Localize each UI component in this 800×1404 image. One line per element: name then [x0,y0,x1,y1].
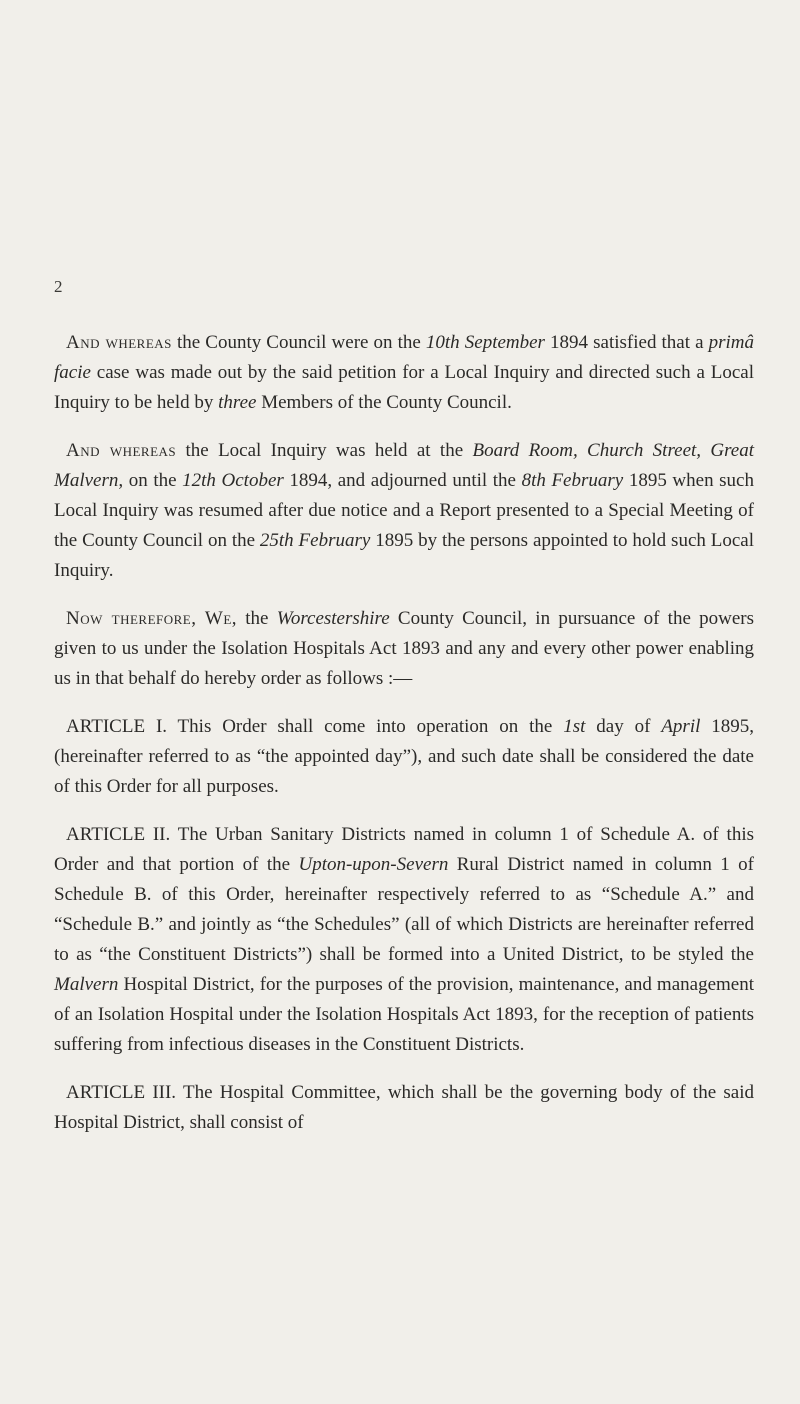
text-run: Members of the County Council. [256,392,512,413]
text-run: 1894, and adjourned until the [283,470,522,491]
italic-date: 10th September [425,332,545,353]
italic-month: April [661,716,701,737]
italic-county: Worcestershire [276,608,390,629]
text-run: the Local Inquiry was held at the [176,440,473,461]
paragraph-article-3 [54,1078,754,1138]
italic-place: Malvern [54,974,119,995]
lead-words: And whereas [66,440,177,461]
italic-date: 25th February [259,530,371,551]
page-number: 2 [54,277,63,296]
text-run: 1894 satisfied that a [544,332,709,353]
italic-phrase: primâ facie [54,332,754,383]
italic-number: three [218,392,257,413]
text-run: the [237,608,277,629]
paragraph-article-1 [54,712,754,802]
text-run: County Council, in pursuance of the powers given to us under the Isolation Hospitals Act 1893 and any and every other power enabling us in that behalf do hereby order as follows :— [54,608,754,689]
paragraph-now-therefore [54,604,754,694]
text-run: case was made out by the said petition for a Local Inquiry and directed such a Local Inquiry to be held by [54,362,754,413]
text-run: the County Council were on the [171,332,426,353]
italic-day: 1st [563,716,586,737]
text-run: day of [585,716,662,737]
text-run: 1895 when such Local Inquiry was resumed after due notice and a Report presented to a Special Meeting of the County Council on the [54,470,754,551]
text-run: ARTICLE III. The Hospital Committee, which shall be the governing body of the said Hospital District, shall consist of [54,1082,754,1133]
text-run: ARTICLE I. This Order shall come into operation on the [66,716,564,737]
lead-words: Now therefore, We, [66,608,238,629]
italic-date: 8th February [521,470,624,491]
paragraph-whereas-inquiry-directed [54,328,754,418]
text-run: 1895, (hereinafter referred to as “the appointed day”), and such date shall be considered the date of this Order for all purposes. [54,716,755,797]
italic-place: Upton-upon-Severn [298,854,449,875]
text-run: ARTICLE II. The Urban Sanitary Districts named in column 1 of Schedule A. of this Order and that portion of the [54,824,754,875]
paragraph-article-2 [54,820,754,1060]
text-run: on the [123,470,183,491]
paragraph-whereas-inquiry-held [54,436,754,586]
text-run: Rural District named in column 1 of Schedule B. of this Order, hereinafter respectively referred to as “Schedule A.” and “Schedule B.” and jointly as “the Schedules” (all of which Districts are hereinafter referred to as “the Constituent Districts”) shall be formed into a United District, to be styled the [54,854,754,965]
document-body [54,328,754,1156]
italic-place: Board Room, Church Street, Great Malvern, [54,440,754,491]
lead-words: And whereas [66,332,172,353]
text-run: 1895 by the persons appointed to hold such Local Inquiry. [54,530,754,581]
italic-date: 12th October [182,470,284,491]
text-run: Hospital District, for the purposes of the provision, maintenance, and management of an Isolation Hospital under the Isolation Hospitals Act 1893, for the reception of patients suffering from infectious diseases in the Constituent Districts. [54,974,754,1055]
